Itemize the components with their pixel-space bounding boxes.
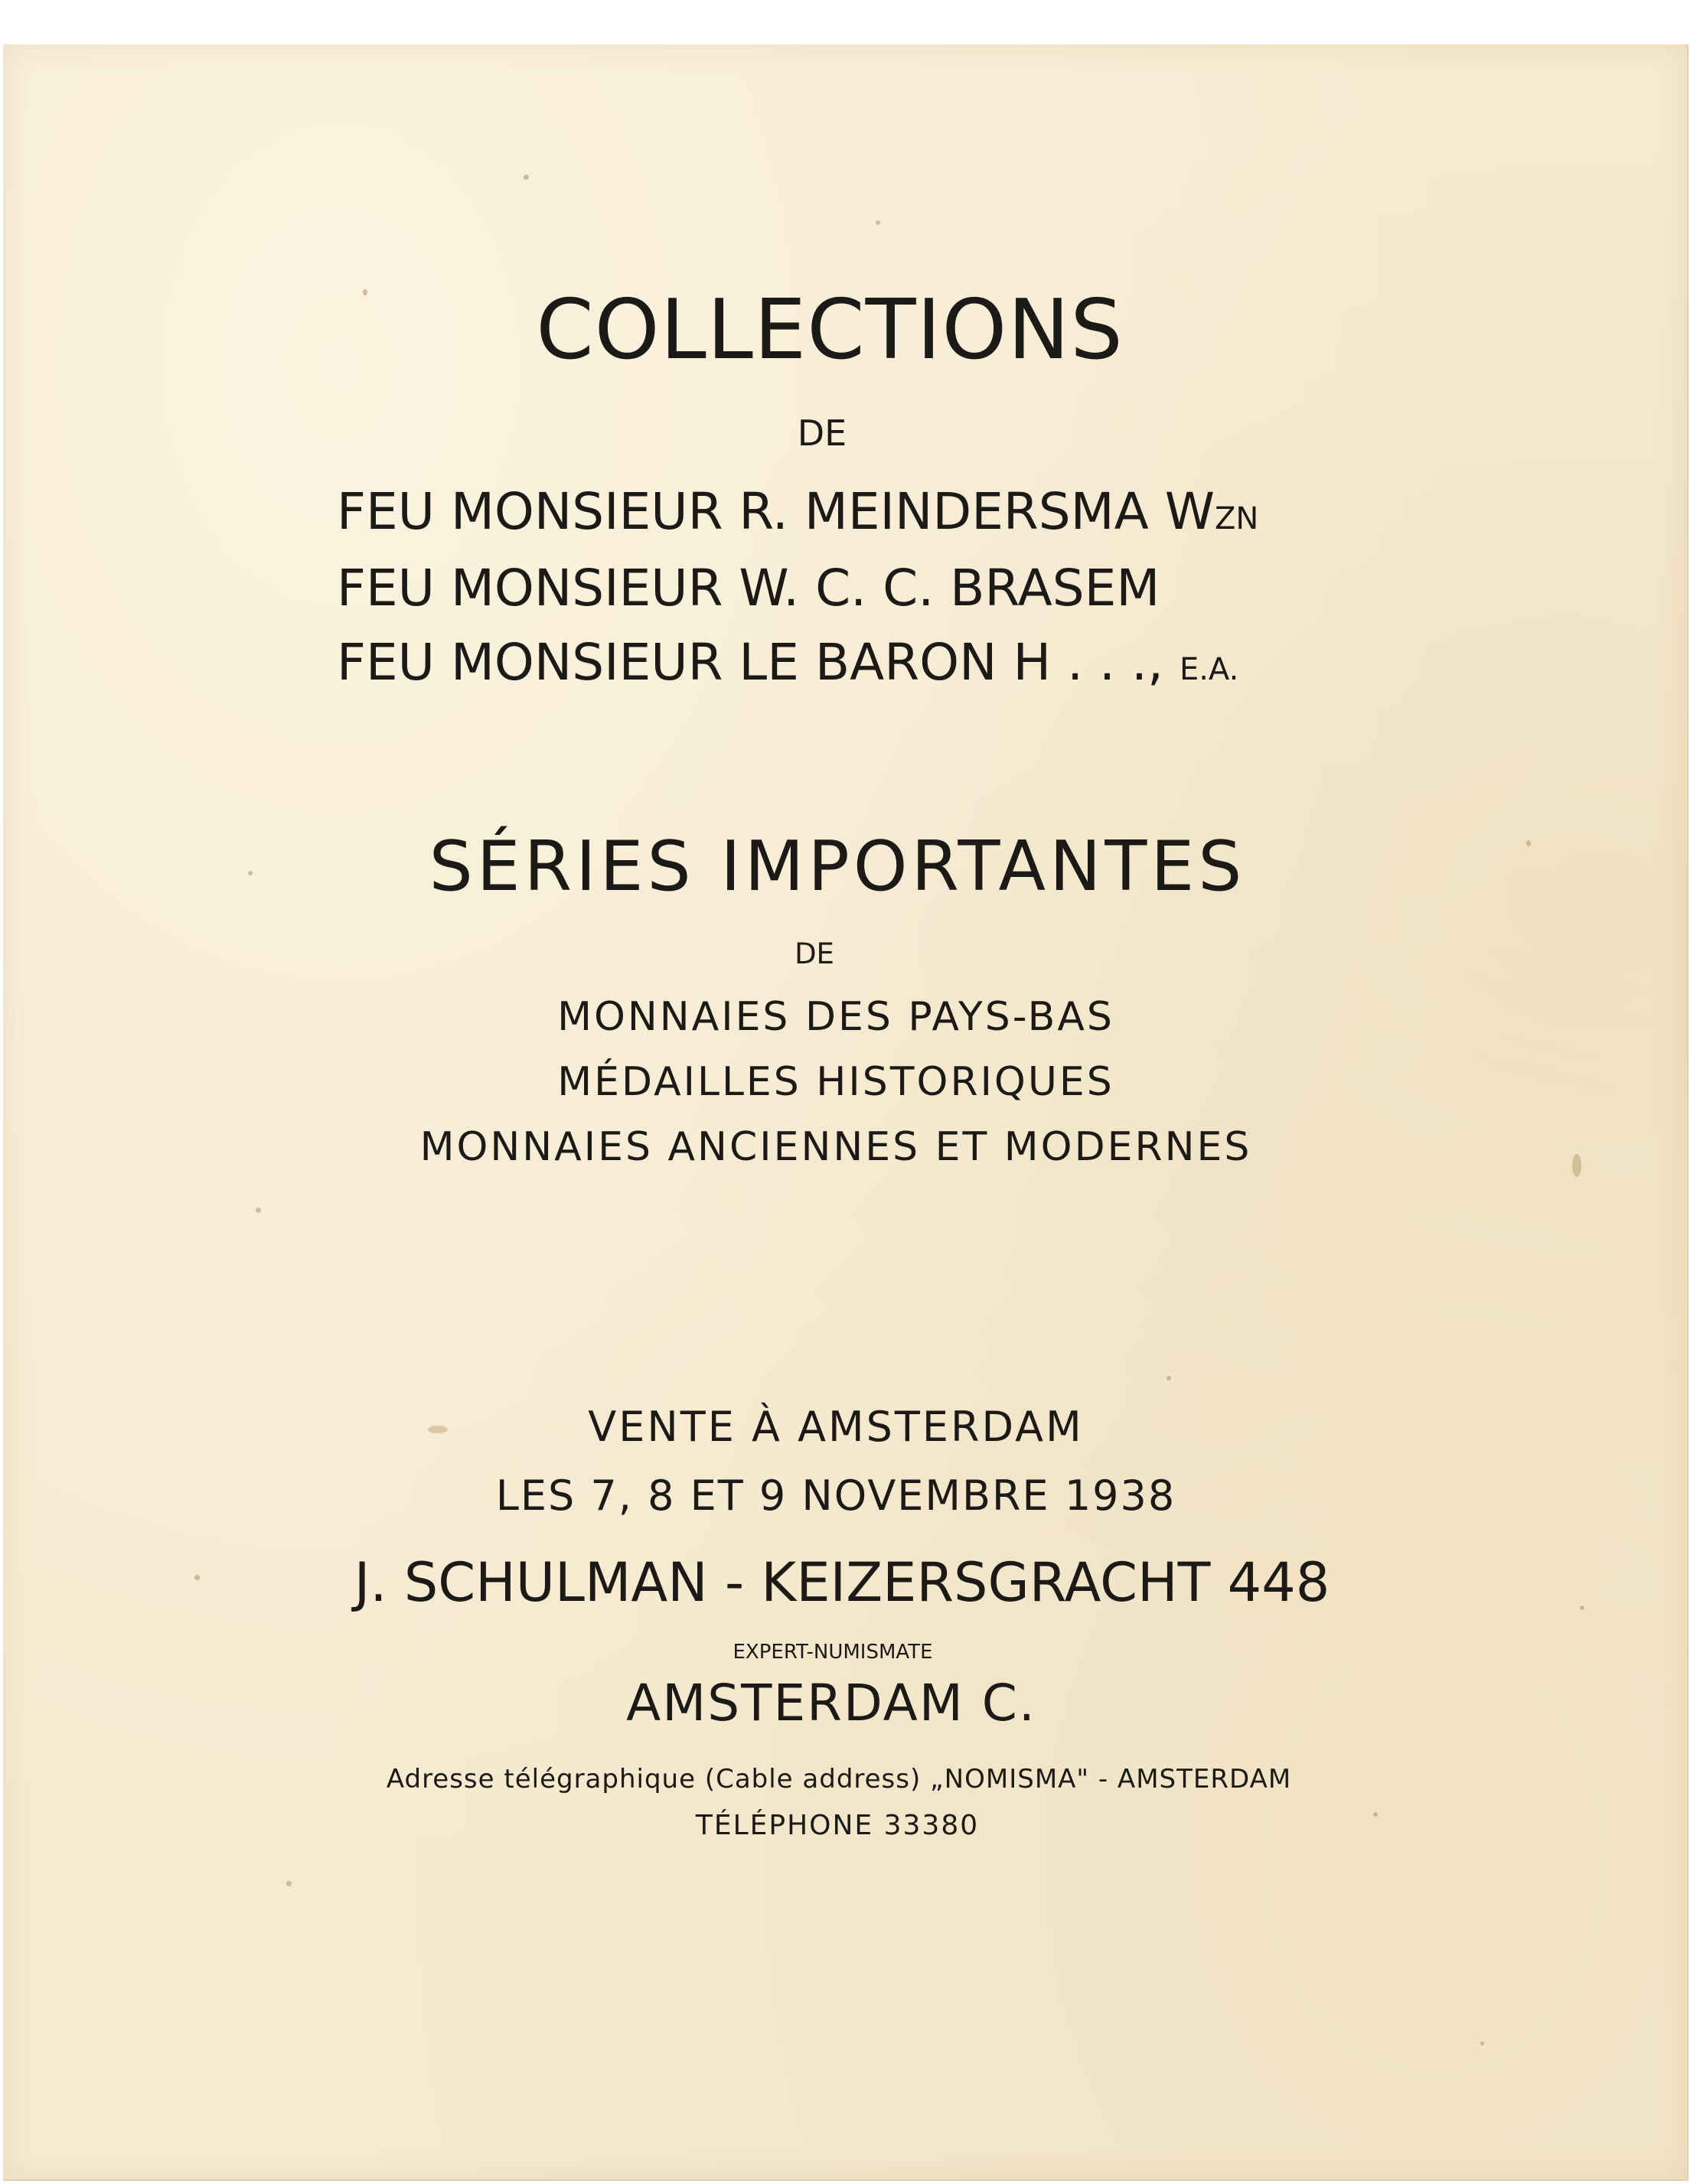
paper-speck (428, 1426, 448, 1433)
owner-line-2 (337, 559, 1160, 618)
paper-speck (1167, 1376, 1171, 1380)
owner-1-suffix: ZN (1214, 501, 1259, 536)
publisher-role: EXPERT-NUMISMATE (733, 1641, 933, 1664)
owner-3-name: FEU MONSIEUR LE BARON H . . ., (337, 633, 1180, 692)
owner-2-name: FEU MONSIEUR W. C. C. BRASEM (337, 559, 1160, 618)
paper-speck (248, 871, 253, 875)
paper-speck (194, 1575, 200, 1580)
series-heading: SÉRIES IMPORTANTES (429, 826, 1246, 907)
document-title: COLLECTIONS (536, 282, 1124, 378)
paper-speck (363, 289, 367, 295)
owner-line-1 (337, 482, 1259, 541)
telegraph-address: Adresse télégraphique (Cable address) „NOMISMA" - AMSTERDAM (386, 1764, 1292, 1794)
paper-speck (286, 1881, 292, 1886)
connector-de-2: DE (795, 937, 834, 970)
series-item-3: MONNAIES ANCIENNES ET MODERNES (419, 1124, 1252, 1170)
paper-speck (256, 1208, 261, 1213)
series-item-2: MÉDAILLES HISTORIQUES (557, 1059, 1114, 1105)
paper-speck (1480, 2042, 1484, 2045)
paper-speck (524, 174, 529, 180)
sale-location: VENTE À AMSTERDAM (588, 1403, 1084, 1451)
series-item-1: MONNAIES DES PAYS-BAS (557, 994, 1114, 1040)
document-page (3, 44, 1689, 2181)
owner-3-suffix: E.A. (1179, 652, 1239, 687)
paper-speck (1572, 1154, 1581, 1177)
connector-de-1: DE (797, 412, 847, 454)
owner-1-name: FEU MONSIEUR R. MEINDERSMA W (337, 482, 1215, 541)
paper-speck (1373, 1812, 1378, 1817)
sale-dates: LES 7, 8 ET 9 NOVEMBRE 1938 (495, 1472, 1176, 1520)
paper-speck (876, 220, 880, 225)
telephone-number: TÉLÉPHONE 33380 (695, 1810, 980, 1841)
owner-line-3 (337, 633, 1239, 692)
paper-speck (1580, 1605, 1584, 1610)
publisher-name-address: J. SCHULMAN - KEIZERSGRACHT 448 (354, 1551, 1330, 1614)
paper-speck (1526, 840, 1531, 846)
publisher-city: AMSTERDAM C. (626, 1674, 1036, 1733)
